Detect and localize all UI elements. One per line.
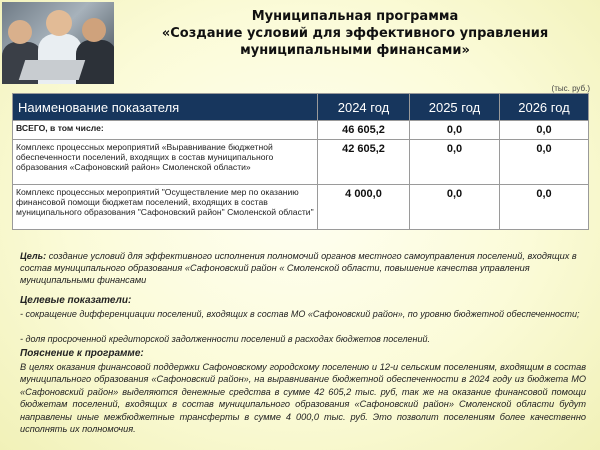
value-2025: 0,0 bbox=[410, 140, 500, 185]
explanation-heading: Пояснение к программе: bbox=[20, 348, 144, 359]
value-2024: 42 605,2 bbox=[318, 140, 410, 185]
units-label: (тыс. руб.) bbox=[551, 84, 590, 93]
table-row bbox=[13, 140, 589, 185]
page-title bbox=[130, 8, 580, 59]
goal-paragraph bbox=[20, 250, 586, 286]
column-header: 2024 год bbox=[318, 94, 410, 121]
business-team-photo bbox=[2, 2, 114, 84]
column-header: 2026 год bbox=[500, 94, 589, 121]
goal-text: создание условий для эффективного исполнения полномочий органов местного самоуправления поселений, входящих в состав муниципального образования «Сафоновский район « Смоленской области, повышение качества управления муниципальными финансами bbox=[20, 251, 577, 285]
value-2026: 0,0 bbox=[500, 140, 589, 185]
value-2025: 0,0 bbox=[410, 121, 500, 140]
value-2025: 0,0 bbox=[410, 185, 500, 230]
row-name: Комплекс процессных мероприятий "Осуществление мер по оказанию финансовой помощи бюджетам поселений, входящих в состав муниципального образования "Сафоновский район" Смоленской области" bbox=[13, 185, 318, 230]
table-row bbox=[13, 185, 589, 230]
value-2026: 0,0 bbox=[500, 121, 589, 140]
budget-table bbox=[12, 93, 589, 230]
row-name: ВСЕГО, в том числе: bbox=[13, 121, 318, 140]
explanation-text: В целях оказания финансовой поддержки Сафоновскому городскому поселению и 12-и сельским поселениям, входящим в состав муниципального образования «Сафоновский район», на выравнивание бюджетной обеспеченности в 2024 году из бюджета МО «Сафоновский район» выделяются денежные средства в сумме 42 605,2 тыс. руб, так же на оказание финансовой помощи бюджетам поселений, входящих в состав муниципального образования «Сафоновский район» Смоленской области будут направлены иные межбюджетные трансферты в сумме 4 000,0 тыс. руб. Это позволит поселениям более качественно исполнять их полномочия. bbox=[20, 362, 586, 435]
goal-label: Цель: bbox=[20, 251, 47, 261]
column-header: Наименование показателя bbox=[13, 94, 318, 121]
value-2024: 46 605,2 bbox=[318, 121, 410, 140]
table-header-row bbox=[13, 94, 589, 121]
indicator-item: - сокращение дифференциации поселений, входящих в состав МО «Сафоновский район», по уровню бюджетной обеспеченности; bbox=[20, 309, 580, 319]
indicator-item: - доля просроченной кредиторской задолженности поселений в расходах бюджетов поселений. bbox=[20, 334, 430, 344]
table-row bbox=[13, 121, 589, 140]
title-line-2: «Создание условий для эффективного управления bbox=[161, 26, 549, 41]
indicators-heading: Целевые показатели: bbox=[20, 295, 132, 306]
value-2024: 4 000,0 bbox=[318, 185, 410, 230]
column-header: 2025 год bbox=[410, 94, 500, 121]
title-line-3: муниципальными финансами» bbox=[240, 43, 470, 58]
value-2026: 0,0 bbox=[500, 185, 589, 230]
row-name: Комплекс процессных мероприятий «Выравнивание бюджетной обеспеченности поселений, входящих в состав муниципального образования «Сафоновский район» Смоленской области» bbox=[13, 140, 318, 185]
title-line-1: Муниципальная программа bbox=[251, 9, 459, 24]
